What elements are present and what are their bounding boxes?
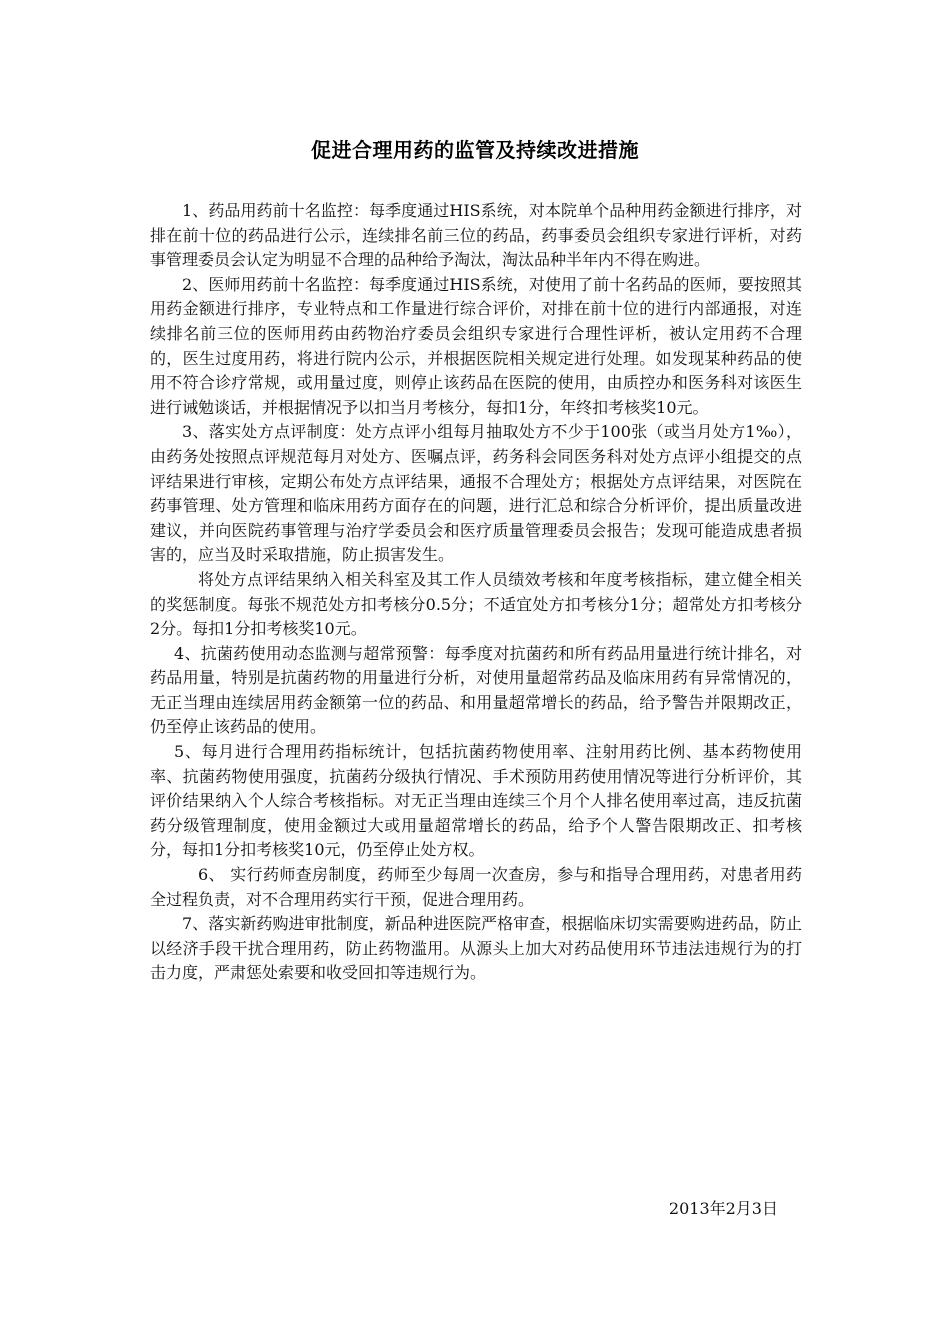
paragraph-6-pharmacist-rounds: 6、 实行药师查房制度，药师至少每周一次查房，参与和指导合理用药，对患者用药全过程负责，对不合理用药实行干预，促进合理用药。: [150, 865, 802, 909]
document-title: 促进合理用药的监管及持续改进措施: [311, 138, 639, 162]
document-body: [150, 199, 802, 986]
paragraph-2-physician-top-ten: 2、医师用药前十名监控：每季度通过HIS系统，对使用了前十名药品的医师，要按照其用药金额进行排序，专业特点和工作量进行综合评价，对排在前十位的进行内部通报，对连续排名前三位的医师用药由药物治疗委员会组织专家进行合理性评析，被认定用药不合理的，医生过度用药，将进行院内公示，并根据医院相关规定进行处理。如发现某种药品的使用不符合诊疗常规，或用量过度，则停止该药品在医院的使用，由质控办和医务科对该医生进行诫勉谈话，并根据情况予以扣当月考核分，每扣1分，年终扣考核奖10元。: [150, 274, 802, 417]
paragraph-4-antibacterial-monitoring: 4、抗菌药使用动态监测与超常预警：每季度对抗菌药和所有药品用量进行统计排名，对药品用量，特别是抗菌药物的用量进行分析，对使用量超常药品及临床用药有异常情况的，无正当理由连续居用药金额第一位的药品、和用量超常增长的药品，给予警告并限期改正，仍至停止该药品的使用。: [150, 643, 802, 737]
document-date: 2013年2月3日: [668, 1199, 778, 1218]
paragraph-prescription-assessment: 将处方点评结果纳入相关科室及其工作人员绩效考核和年度考核指标，建立健全相关的奖惩制度。每张不规范处方扣考核分0.5分；不适宜处方扣考核分1分；超常处方扣考核分2分。每扣1分扣考核奖10元。: [150, 569, 802, 639]
paragraph-1-drug-top-ten: 1、药品用药前十名监控：每季度通过HIS系统，对本院单个品种用药金额进行排序，对排在前十位的药品进行公示，连续排名前三位的药品，药事委员会组织专家进行评析，对药事管理委员会认定为明显不合理的品种给予淘汰，淘汰品种半年内不得在购进。: [150, 201, 802, 270]
paragraph-5-monthly-statistics: 5、每月进行合理用药指标统计，包括抗菌药物使用率、注射用药比例、基本药物使用率、抗菌药物使用强度，抗菌药分级执行情况、手术预防用药使用情况等进行分析评价，其评价结果纳入个人综合考核指标。对无正当理由连续三个月个人排名使用率过高，违反抗菌药分级管理制度，使用金额过大或用量超常增长的药品，给予个人警告限期改正、扣考核分，每扣1分扣考核奖10元，仍至停止处方权。: [150, 742, 802, 860]
paragraph-7-new-drug-approval: 7、落实新药购进审批制度，新品种进医院严格审查，根据临床切实需要购进药品，防止以经济手段干扰合理用药，防止药物滥用。从源头上加大对药品使用环节违法违规行为的打击力度，严肃惩处索要和收受回扣等违规行为。: [150, 914, 802, 983]
paragraph-3-prescription-review: 3、落实处方点评制度：处方点评小组每月抽取处方不少于100张（或当月处方1‰），由药务处按照点评规范每月对处方、医嘱点评，药务科会同医务科对处方点评小组提交的点评结果进行审核，定期公布处方点评结果，通报不合理处方；根据处方点评结果，对医院在药事管理、处方管理和临床用药方面存在的问题，进行汇总和综合分析评价，提出质量改进建议，并向医院药事管理与治疗学委员会和医疗质量管理委员会报告；发现可能造成患者损害的，应当及时采取措施，防止损害发生。: [150, 422, 802, 565]
